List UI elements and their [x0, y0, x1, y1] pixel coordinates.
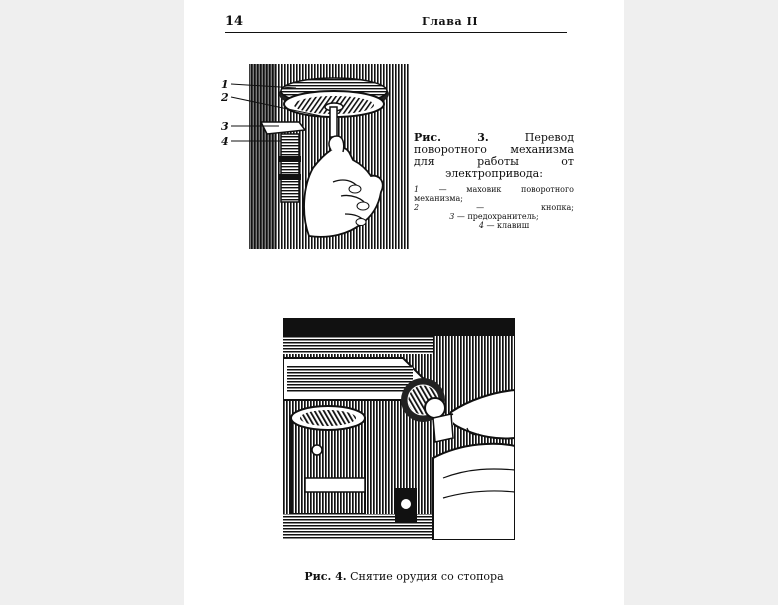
gun-mechanism-engraving [283, 318, 515, 540]
legend-item: 4 — клавиш [478, 221, 530, 230]
figure-4-title: Снятие орудия со стопора [350, 570, 504, 583]
chapter-title: Глава II [422, 15, 479, 28]
callout-2: 2 [221, 91, 229, 104]
legend-item: 3 — предохранитель; [449, 212, 539, 221]
figure-3-label: Рис. 3. [414, 131, 489, 144]
figure-3-caption [414, 132, 574, 230]
legend-item: 1 — маховик поворотного механизма; [414, 185, 574, 203]
figure-4-label: Рис. 4. [304, 570, 347, 583]
callout-1: 1 [221, 78, 229, 91]
page-number: 14 [225, 14, 244, 29]
running-header [225, 14, 567, 33]
legend-item: 2 — кнопка; [414, 203, 574, 212]
figure-3-illustration [221, 64, 410, 249]
figure-4-caption [254, 570, 554, 583]
handwheel-engraving [221, 64, 410, 249]
book-page [184, 0, 624, 605]
callout-4: 4 [221, 135, 229, 148]
callout-3: 3 [221, 120, 229, 133]
figure-4-illustration [283, 318, 515, 540]
figure-3-title: Перевод поворотного механизма для работы от электропривода: [414, 131, 574, 180]
figure-3-legend [414, 185, 574, 230]
